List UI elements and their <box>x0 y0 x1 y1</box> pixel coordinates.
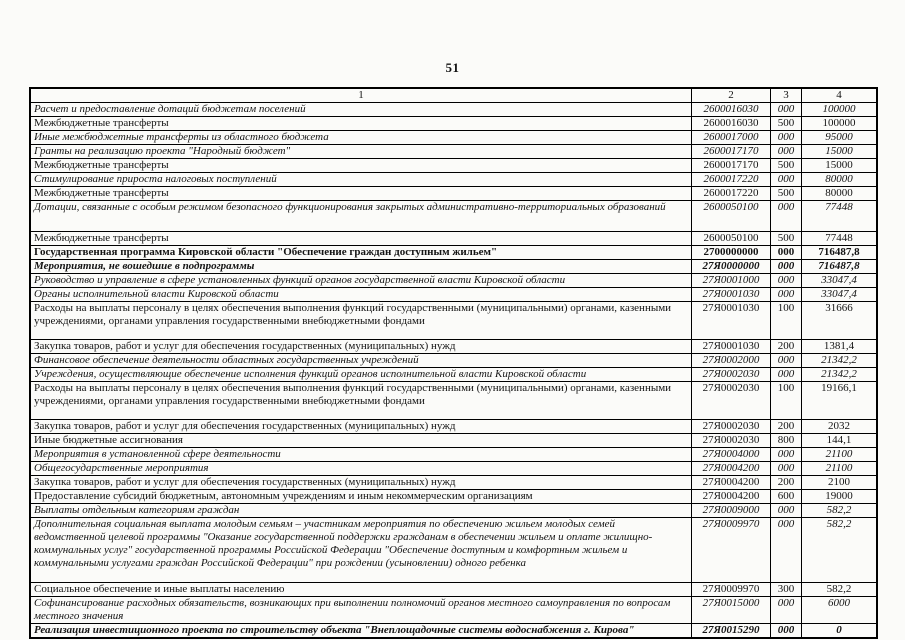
table-header <box>30 88 877 103</box>
cell-code: 2600017220 <box>692 173 771 187</box>
cell-vr: 000 <box>771 462 802 476</box>
cell-sum: 95000 <box>802 131 878 145</box>
cell-vr: 000 <box>771 368 802 382</box>
cell-vr: 000 <box>771 518 802 583</box>
page-number: 51 <box>445 60 460 75</box>
cell-vr: 000 <box>771 597 802 624</box>
cell-vr: 100 <box>771 382 802 420</box>
column-header-3: 3 <box>771 88 802 103</box>
table-row <box>30 159 877 173</box>
cell-vr: 000 <box>771 145 802 159</box>
table-row <box>30 131 877 145</box>
cell-code: 27Я0004200 <box>692 476 771 490</box>
cell-name: Предоставление субсидий бюджетным, автономным учреждениям и иным некоммерческим организациям <box>30 490 692 504</box>
cell-vr: 200 <box>771 476 802 490</box>
cell-sum: 716487,8 <box>802 260 878 274</box>
cell-code: 2600016030 <box>692 117 771 131</box>
cell-name: Дотации, связанные с особым режимом безопасного функционирования закрытых административно-территориальных образований <box>30 201 692 232</box>
table-row <box>30 624 877 639</box>
cell-vr: 500 <box>771 159 802 173</box>
cell-vr: 000 <box>771 131 802 145</box>
cell-vr: 500 <box>771 232 802 246</box>
cell-sum: 100000 <box>802 103 878 117</box>
cell-code: 2700000000 <box>692 246 771 260</box>
cell-code: 27Я0001030 <box>692 340 771 354</box>
cell-name: Софинансирование расходных обязательств, возникающих при выполнении полномочий органов местного самоуправления по вопросам местного значения <box>30 597 692 624</box>
cell-name: Межбюджетные трансферты <box>30 187 692 201</box>
cell-sum: 2032 <box>802 420 878 434</box>
column-header-2: 2 <box>692 88 771 103</box>
cell-name: Межбюджетные трансферты <box>30 159 692 173</box>
cell-vr: 000 <box>771 504 802 518</box>
cell-name: Закупка товаров, работ и услуг для обеспечения государственных (муниципальных) нужд <box>30 476 692 490</box>
cell-name: Иные бюджетные ассигнования <box>30 434 692 448</box>
cell-code: 2600017220 <box>692 187 771 201</box>
table-row <box>30 448 877 462</box>
table-row <box>30 420 877 434</box>
cell-sum: 582,2 <box>802 504 878 518</box>
cell-code: 27Я0002030 <box>692 420 771 434</box>
cell-vr: 500 <box>771 117 802 131</box>
cell-name: Межбюджетные трансферты <box>30 117 692 131</box>
cell-code: 2600050100 <box>692 201 771 232</box>
cell-name: Закупка товаров, работ и услуг для обеспечения государственных (муниципальных) нужд <box>30 420 692 434</box>
table-row <box>30 382 877 420</box>
table-row <box>30 201 877 232</box>
cell-sum: 33047,4 <box>802 288 878 302</box>
cell-name: Иные межбюджетные трансферты из областного бюджета <box>30 131 692 145</box>
table-row <box>30 274 877 288</box>
cell-sum: 77448 <box>802 232 878 246</box>
cell-vr: 600 <box>771 490 802 504</box>
cell-name: Учреждения, осуществляющие обеспечение исполнения функций органов исполнительной власти Кировской области <box>30 368 692 382</box>
table-row <box>30 145 877 159</box>
cell-code: 2600017170 <box>692 159 771 173</box>
cell-name: Дополнительная социальная выплата молодым семьям – участникам мероприятия по обеспечению жильем молодых семей ведомственной целевой программы "Оказание государственной поддержки гражданам в обеспечении жильем и оплате жилищно-коммунальных услуг" государственной программы Российской Федерации "Обеспечение доступным и комфортным жильем и коммунальными услугами граждан Российской Федерации" при рождении (усыновлении) одного ребенка <box>30 518 692 583</box>
cell-sum: 15000 <box>802 145 878 159</box>
table-row <box>30 597 877 624</box>
cell-vr: 000 <box>771 246 802 260</box>
cell-name: Общегосударственные мероприятия <box>30 462 692 476</box>
cell-sum: 80000 <box>802 173 878 187</box>
cell-name: Органы исполнительной власти Кировской области <box>30 288 692 302</box>
cell-name: Расходы на выплаты персоналу в целях обеспечения выполнения функций государственными (муниципальными) органами, казенными учреждениями, органами управления государственными внебюджетными фондами <box>30 382 692 420</box>
cell-code: 27Я0004200 <box>692 462 771 476</box>
table-row <box>30 462 877 476</box>
table-row <box>30 246 877 260</box>
cell-sum: 31666 <box>802 302 878 340</box>
cell-name: Расчет и предоставление дотаций бюджетам поселений <box>30 103 692 117</box>
table-row <box>30 518 877 583</box>
cell-vr: 200 <box>771 420 802 434</box>
cell-vr: 300 <box>771 583 802 597</box>
cell-sum: 33047,4 <box>802 274 878 288</box>
cell-code: 27Я0002030 <box>692 434 771 448</box>
cell-vr: 000 <box>771 624 802 639</box>
table-body <box>30 103 877 639</box>
cell-code: 27Я0001000 <box>692 274 771 288</box>
cell-code: 27Я0001030 <box>692 302 771 340</box>
cell-vr: 000 <box>771 274 802 288</box>
cell-sum: 19166,1 <box>802 382 878 420</box>
cell-sum: 582,2 <box>802 518 878 583</box>
cell-code: 2600050100 <box>692 232 771 246</box>
cell-sum: 0 <box>802 624 878 639</box>
table-row <box>30 476 877 490</box>
cell-sum: 21342,2 <box>802 354 878 368</box>
budget-table <box>29 87 878 639</box>
cell-name: Закупка товаров, работ и услуг для обеспечения государственных (муниципальных) нужд <box>30 340 692 354</box>
table-row <box>30 302 877 340</box>
cell-vr: 000 <box>771 260 802 274</box>
cell-name: Гранты на реализацию проекта "Народный бюджет" <box>30 145 692 159</box>
cell-name: Руководство и управление в сфере установленных функций органов государственной власти Кировской области <box>30 274 692 288</box>
cell-sum: 21342,2 <box>802 368 878 382</box>
cell-sum: 1381,4 <box>802 340 878 354</box>
table-row <box>30 368 877 382</box>
table-row <box>30 434 877 448</box>
cell-code: 2600017170 <box>692 145 771 159</box>
table-row <box>30 187 877 201</box>
table-row <box>30 260 877 274</box>
cell-sum: 77448 <box>802 201 878 232</box>
cell-name: Реализация инвестиционного проекта по строительству объекта "Внеплощадочные системы водоснабжения г. Кирова" <box>30 624 692 639</box>
cell-vr: 000 <box>771 354 802 368</box>
cell-sum: 716487,8 <box>802 246 878 260</box>
cell-sum: 144,1 <box>802 434 878 448</box>
cell-sum: 582,2 <box>802 583 878 597</box>
cell-name: Государственная программа Кировской области "Обеспечение граждан доступным жильем" <box>30 246 692 260</box>
cell-vr: 000 <box>771 288 802 302</box>
cell-code: 27Я0004200 <box>692 490 771 504</box>
cell-vr: 100 <box>771 302 802 340</box>
table-row <box>30 354 877 368</box>
cell-code: 27Я0015290 <box>692 624 771 639</box>
cell-name: Межбюджетные трансферты <box>30 232 692 246</box>
table-row <box>30 583 877 597</box>
cell-vr: 800 <box>771 434 802 448</box>
table-row <box>30 340 877 354</box>
cell-code: 27Я0009000 <box>692 504 771 518</box>
cell-code: 2600017000 <box>692 131 771 145</box>
table-row <box>30 103 877 117</box>
cell-vr: 000 <box>771 201 802 232</box>
cell-name: Социальное обеспечение и иные выплаты населению <box>30 583 692 597</box>
cell-name: Стимулирование прироста налоговых поступлений <box>30 173 692 187</box>
cell-sum: 2100 <box>802 476 878 490</box>
table-row <box>30 490 877 504</box>
cell-code: 27Я0004000 <box>692 448 771 462</box>
cell-sum: 15000 <box>802 159 878 173</box>
table-row <box>30 504 877 518</box>
cell-name: Расходы на выплаты персоналу в целях обеспечения выполнения функций государственными (муниципальными) органами, казенными учреждениями, органами управления государственными внебюджетными фондами <box>30 302 692 340</box>
cell-sum: 100000 <box>802 117 878 131</box>
column-header-4: 4 <box>802 88 878 103</box>
cell-code: 2600016030 <box>692 103 771 117</box>
cell-vr: 200 <box>771 340 802 354</box>
cell-sum: 6000 <box>802 597 878 624</box>
column-header-1: 1 <box>30 88 692 103</box>
cell-code: 27Я0002030 <box>692 382 771 420</box>
cell-code: 27Я0015000 <box>692 597 771 624</box>
cell-vr: 000 <box>771 173 802 187</box>
cell-name: Мероприятия в установленной сфере деятельности <box>30 448 692 462</box>
table-row <box>30 288 877 302</box>
cell-name: Выплаты отдельным категориям граждан <box>30 504 692 518</box>
table-header-row <box>30 88 877 103</box>
cell-sum: 80000 <box>802 187 878 201</box>
cell-vr: 000 <box>771 448 802 462</box>
cell-vr: 000 <box>771 103 802 117</box>
cell-name: Финансовое обеспечение деятельности областных государственных учреждений <box>30 354 692 368</box>
cell-code: 27Я0002030 <box>692 368 771 382</box>
cell-code: 27Я0002000 <box>692 354 771 368</box>
table-row <box>30 173 877 187</box>
cell-code: 27Я0009970 <box>692 583 771 597</box>
cell-sum: 21100 <box>802 448 878 462</box>
cell-vr: 500 <box>771 187 802 201</box>
cell-code: 27Я0001030 <box>692 288 771 302</box>
cell-code: 27Я0000000 <box>692 260 771 274</box>
cell-sum: 21100 <box>802 462 878 476</box>
table-row <box>30 232 877 246</box>
cell-sum: 19000 <box>802 490 878 504</box>
cell-name: Мероприятия, не вошедшие в подпрограммы <box>30 260 692 274</box>
table-row <box>30 117 877 131</box>
cell-code: 27Я0009970 <box>692 518 771 583</box>
